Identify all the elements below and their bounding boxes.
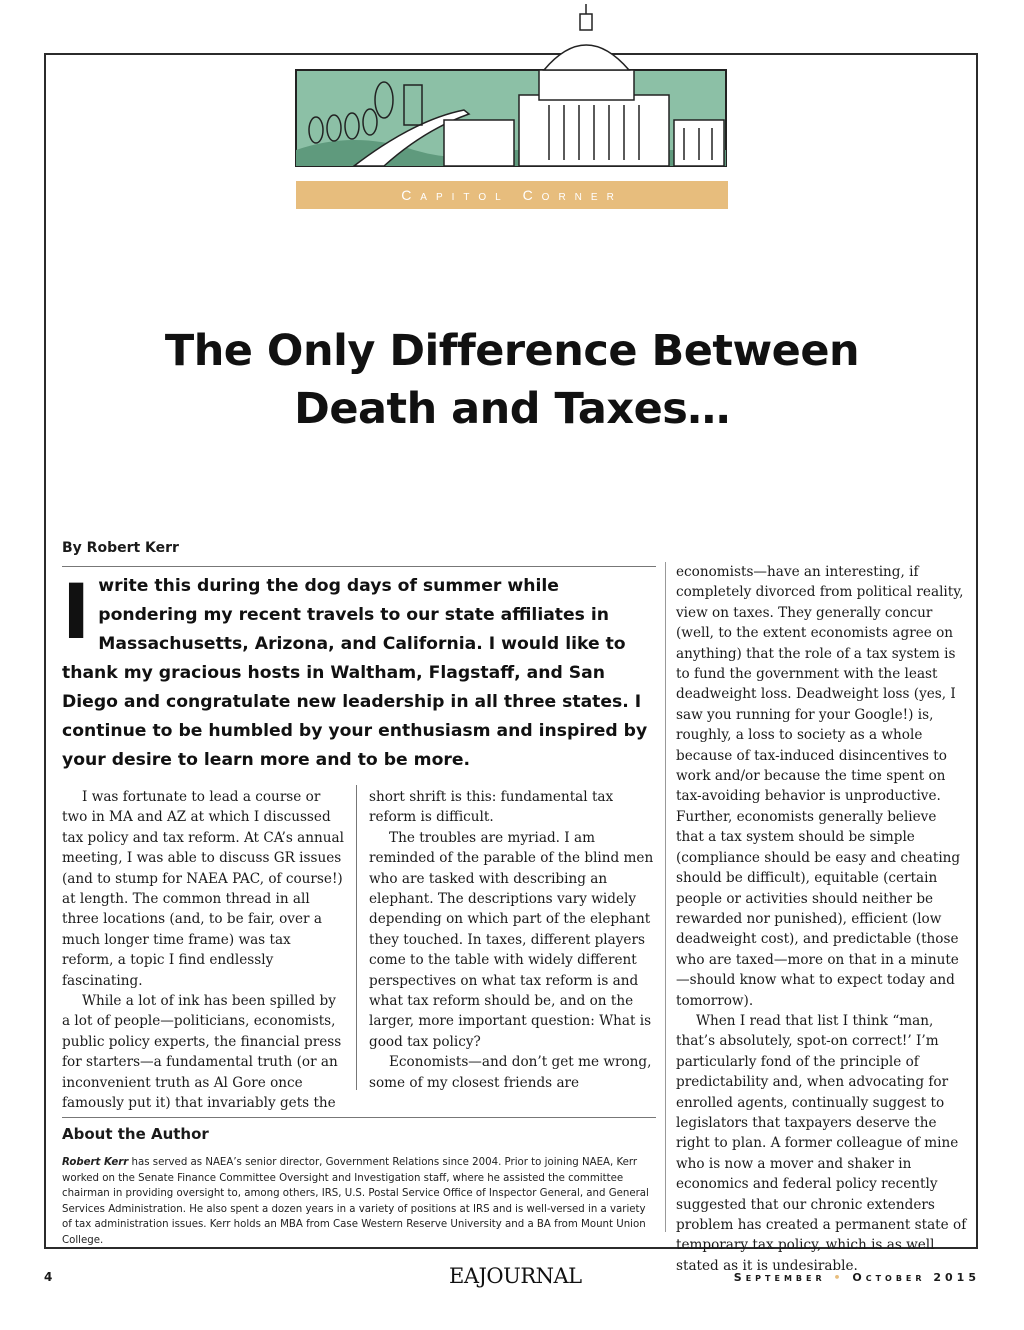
issue-date (734, 1271, 980, 1284)
column-divider (665, 562, 666, 1232)
section-banner: Capitol Corner (296, 181, 728, 209)
capitol-building-illustration (294, 0, 728, 182)
paragraph: economists—have an interesting, if completely divorced from political reality, view on taxes. They generally concur (well, to the extent economists agree on anything) that the role of a tax system is to fund the government with the least deadweight loss. Deadweight loss (yes, I saw you running for your Google!) is, roughly, a loss to society as a whole because of tax-induced disincentives to work and/or because the time spent on tax-avoiding behavior is unproductive. Further, economists generally believe that a tax system should be simple (compliance should be easy and cheating should be difficult), equitable (certain people or activities should neither be rewarded nor punished), efficient (low deadweight cost), and predictable (those who are taxed—more on that in a minute—should know what to expect today and tomorrow). (676, 564, 964, 1009)
drop-cap: I (62, 567, 91, 656)
issue-month: September (733, 1271, 826, 1284)
body-column-2 (369, 787, 655, 1093)
author-name: Robert Kerr (62, 1157, 129, 1168)
author-bio-text: has served as NAEA’s senior director, Government Relations since 2004. Prior to joining NAEA, Kerr worked on the Senate Finance Committee Oversight and Investigation staff, where he assisted the committee chairman in providing oversight to, among others, IRS, U.S. Postal Service Office of Inspector General, and General Services Administration. He also spent a dozen years in a variety of positions at IRS and is well-versed in a variety of tax administration issues. Kerr holds an MBA from Case Western Reserve University and a BA from Mount Union College. (62, 1157, 649, 1246)
separator-dot: • (833, 1271, 845, 1284)
paragraph: I was fortunate to lead a course or two in MA and AZ at which I discussed tax policy and tax reform. At CA’s annual meeting, I was able to discuss GR issues (and to stump for NAEA PAC, of course!) at length. The common thread in all three locations (and, to be fair, over a much longer time frame) was tax reform, a topic I find endlessly fascinating. (62, 789, 344, 989)
body-column-3 (676, 562, 968, 1276)
byline: By Robert Kerr (62, 540, 179, 556)
about-author-bio (62, 1155, 658, 1248)
page-number: 4 (44, 1270, 53, 1284)
paragraph: Economists—and don’t get me wrong, some of my closest friends are (369, 1054, 652, 1091)
paragraph: The troubles are myriad. I am reminded of the parable of the blind men who are tasked with describing an elephant. The descriptions vary widely depending on which part of the elephant they touched. In taxes, different players come to the table with widely different perspectives on what tax reform is and what tax reform should be, and on the larger, more important question: What is good tax policy? (369, 829, 654, 1050)
paragraph: When I read that list I think “man, that’s absolutely, spot-on correct!’ I’m particularly fond of the principle of predictability and, when advocating for enrolled agents, continually suggest to legislators that taxpayers deserve the right to plan. A former colleague of mine who is now a mover and shaker in economics and federal policy recently suggested that our chronic extenders problem has created a permanent state of temporary tax policy, which is as well stated as it is undesirable. (676, 1012, 967, 1274)
issue-months: October 2015 (852, 1271, 980, 1284)
journal-logo: EAJOURNAL (449, 1264, 582, 1288)
article-title-line-1: The Only Difference Between (164, 326, 860, 376)
column-divider (356, 785, 357, 1090)
paragraph: While a lot of ink has been spilled by a lot of people—politicians, economists, public policy experts, the financial press for starters—a fundamental truth (or an inconvenient truth as Al Gore once famously put it) that invariably gets the (62, 993, 342, 1112)
intro-paragraph (62, 567, 656, 775)
about-author-heading: About the Author (62, 1125, 209, 1143)
divider (62, 1117, 656, 1118)
article-title-line-2: Death and Taxes… (294, 384, 730, 434)
article-title (100, 322, 924, 438)
body-column-1 (62, 787, 344, 1114)
intro-text: write this during the dog days of summer while pondering my recent travels to our state affiliates in Massachusetts, Arizona, and California. I would like to thank my gracious hosts in Waltham, Flagstaff, and San Diego and congratulate new leadership in all three states. I continue to be humbled by your enthusiasm and inspired by your desire to learn more and to be more. (62, 576, 648, 770)
paragraph: short shrift is this: fundamental tax reform is difficult. (369, 789, 614, 826)
divider (62, 566, 656, 567)
